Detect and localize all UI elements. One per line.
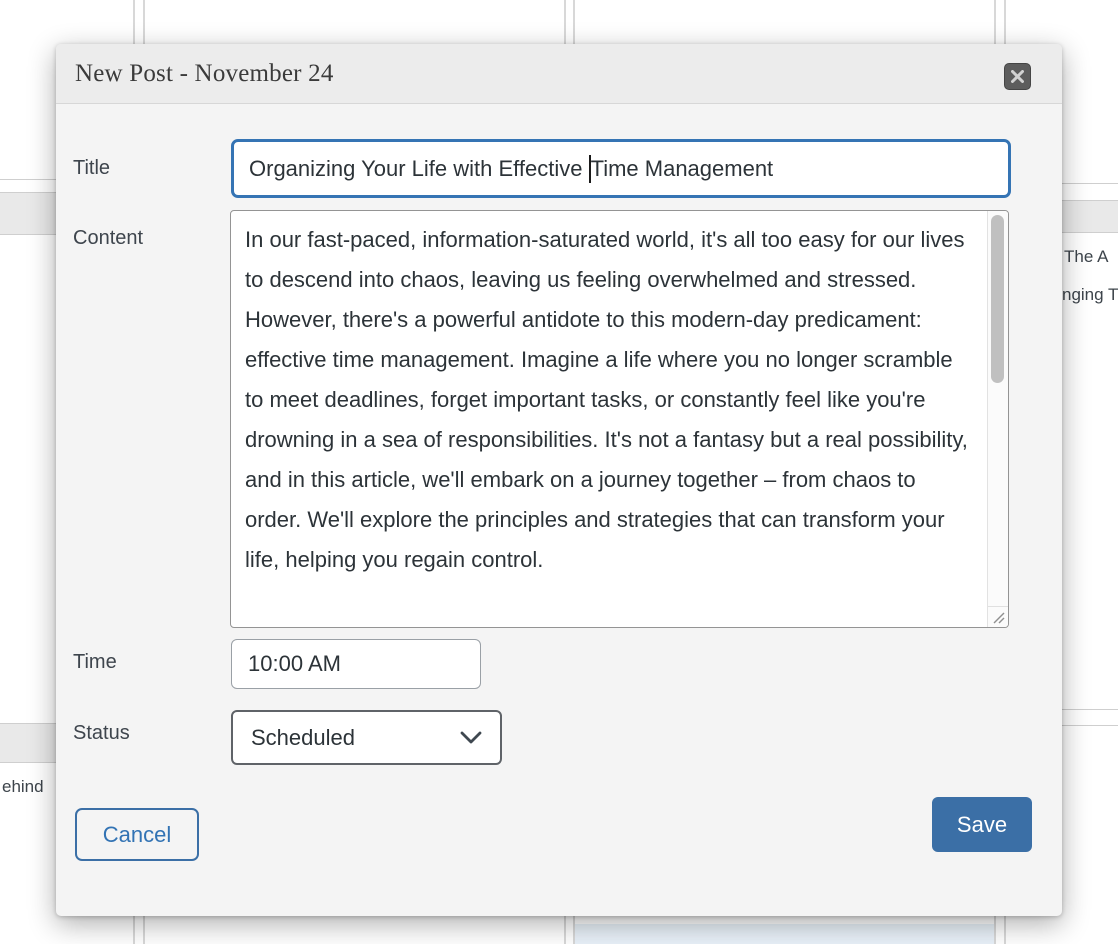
content-textarea[interactable] bbox=[230, 210, 1009, 628]
status-select[interactable] bbox=[231, 710, 502, 765]
calendar-selected-day-cell[interactable] bbox=[575, 924, 994, 944]
x-icon bbox=[1011, 70, 1024, 83]
content-scrollbar-thumb[interactable] bbox=[991, 215, 1004, 383]
calendar-event-title-fragment[interactable]: nging T bbox=[1062, 285, 1118, 304]
content-field-wrap bbox=[230, 210, 1009, 628]
dialog-header bbox=[56, 44, 1062, 104]
calendar-gridline bbox=[133, 916, 135, 944]
chevron-down-icon bbox=[460, 731, 482, 744]
calendar-gridline bbox=[1004, 916, 1006, 944]
textarea-resize-handle[interactable] bbox=[988, 606, 1008, 627]
calendar-gridline bbox=[143, 0, 145, 44]
calendar-gridline bbox=[143, 916, 145, 944]
title-input[interactable] bbox=[231, 139, 1011, 198]
new-post-dialog bbox=[56, 44, 1062, 916]
content-label: Content bbox=[73, 227, 144, 249]
title-text-before-cursor: Organizing Your Life with Effective bbox=[249, 155, 589, 181]
resize-handle-icon bbox=[992, 611, 1005, 624]
calendar-day-header bbox=[0, 192, 56, 235]
calendar-gridline bbox=[1004, 0, 1006, 44]
close-button[interactable] bbox=[1004, 63, 1031, 90]
title-label: Title bbox=[73, 157, 111, 179]
calendar-gridline bbox=[564, 0, 566, 44]
calendar-event-title-fragment[interactable]: ehind bbox=[2, 777, 44, 796]
calendar-gridline bbox=[133, 0, 135, 44]
calendar-gridline bbox=[994, 916, 996, 944]
content-scrollbar-track[interactable] bbox=[987, 211, 1008, 627]
calendar-row-border bbox=[0, 179, 56, 180]
calendar-row-border bbox=[1062, 725, 1118, 726]
calendar-gridline bbox=[994, 0, 996, 44]
status-selected-value: Scheduled bbox=[251, 724, 355, 750]
calendar-day-header bbox=[1062, 200, 1118, 233]
status-label: Status bbox=[73, 722, 130, 744]
dialog-title: New Post - November 24 bbox=[75, 59, 334, 87]
save-button[interactable]: Save bbox=[932, 797, 1032, 852]
time-label: Time bbox=[73, 651, 117, 673]
cancel-button[interactable]: Cancel bbox=[75, 808, 199, 861]
calendar-row-border bbox=[1062, 183, 1118, 184]
calendar-event-title-fragment[interactable]: The A bbox=[1064, 247, 1109, 266]
calendar-gridline bbox=[573, 0, 575, 44]
calendar-gridline bbox=[564, 916, 566, 944]
time-input[interactable] bbox=[231, 639, 481, 689]
calendar-row-border bbox=[1062, 709, 1118, 710]
title-text-after-cursor: Time Management bbox=[590, 155, 774, 181]
calendar-day-header bbox=[0, 723, 56, 763]
